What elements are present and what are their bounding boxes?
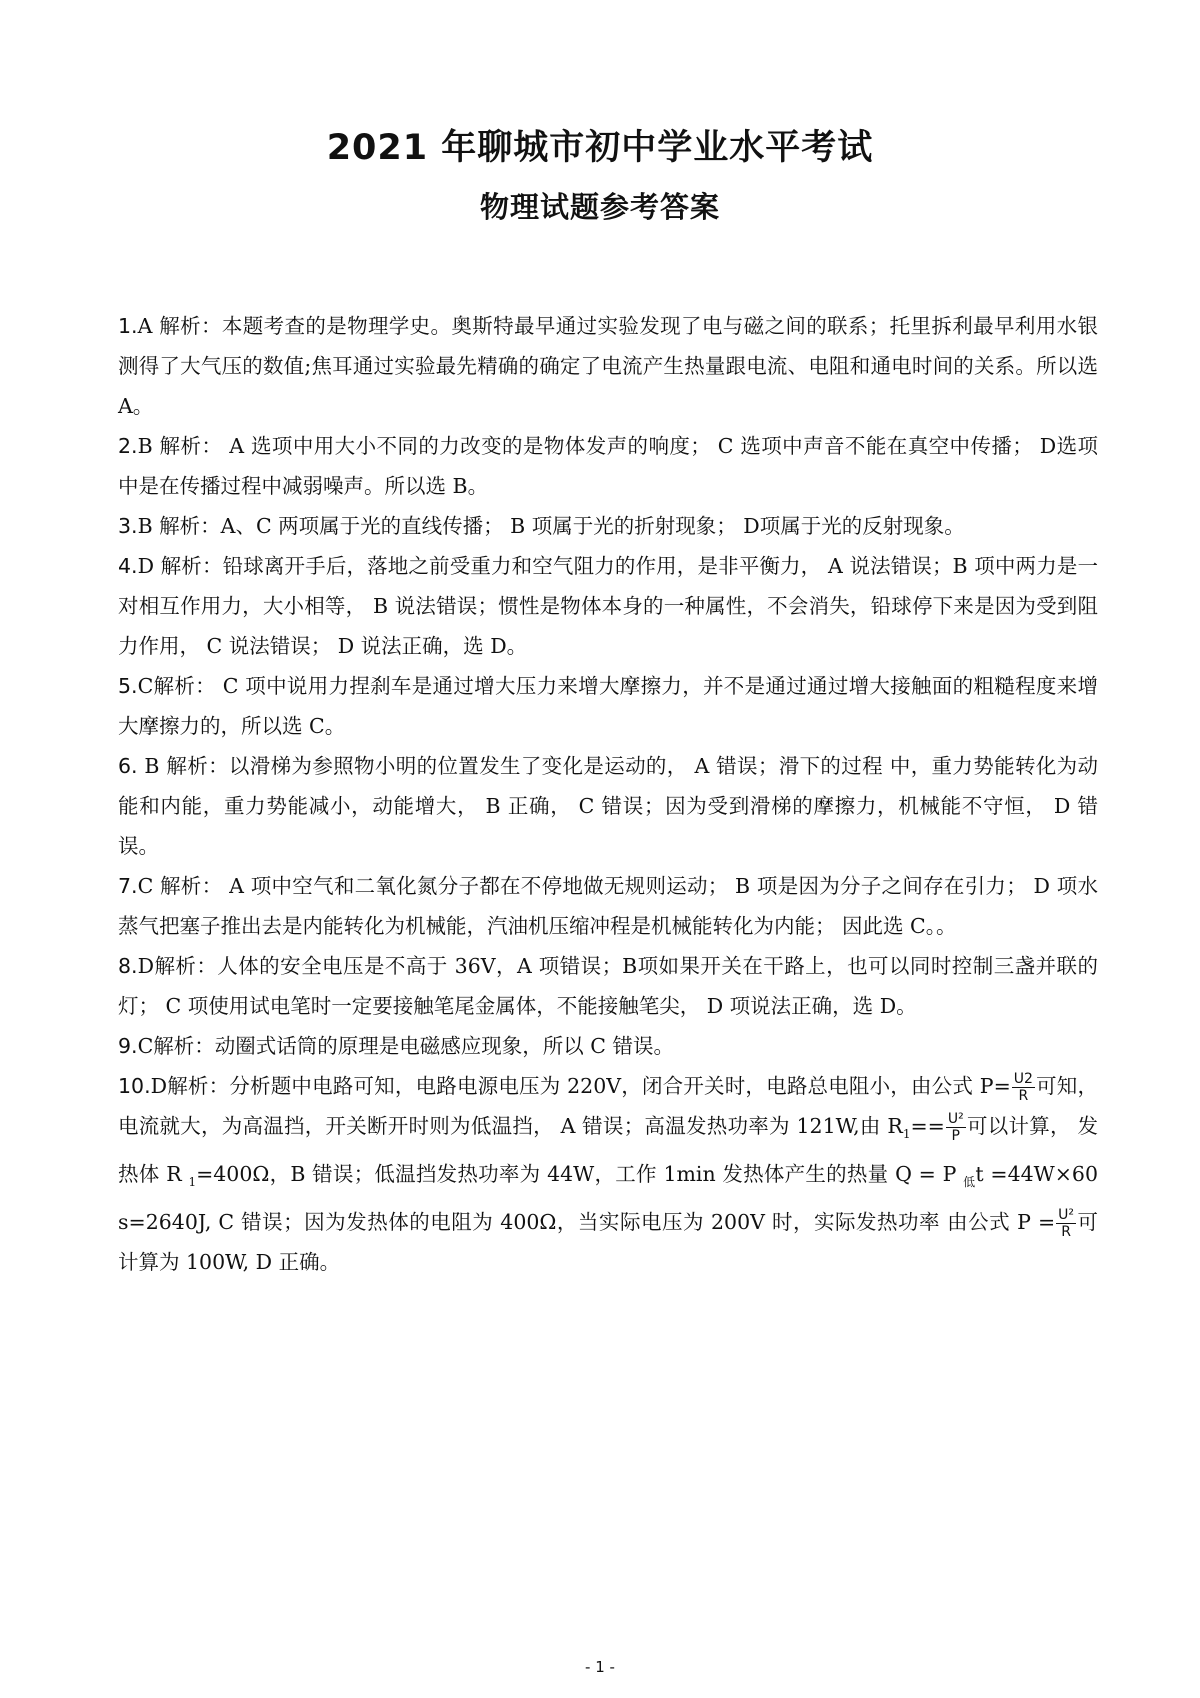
answer-item-7 (118, 866, 1098, 946)
answer-number: 2. (118, 434, 138, 458)
answer-text: B 解析：A、C 两项属于光的直线传播； B 项属于光的折射现象； D项属于光的反射现象。 (137, 514, 965, 538)
answer-number: 7. (118, 874, 138, 898)
answer-item-1 (118, 306, 1098, 426)
answer-number: 5. (118, 674, 138, 698)
answer-text: D解析：分析题中电路可知，电路电源电压为 220V，闭合开关时，电路总电阻小，由公式 P= (150, 1074, 1011, 1098)
fraction-denominator: R (1018, 1088, 1029, 1104)
answer-text: 可计算为 100W, D 正确。 (118, 1210, 1098, 1275)
answer-item-4 (118, 546, 1098, 666)
page-subtitle: 物理试题参考答案 (479, 190, 720, 224)
answer-text: C 解析： A 项中空气和二氧化氮分子都在不停地做无规则运动； B 项是因为分子之间存在引力； D 项水蒸气把塞子推出去是内能转化为机械能，汽油机压缩冲程是机械能转化为内能； 因此选 C。。 (118, 874, 1098, 938)
answer-text: D解析：人体的安全电压是不高于 36V，A 项错误；B项如果开关在干路上，也可以同时控制三盏并联的灯； C 项使用试电笔时一定要接触笔尾金属体，不能接触笔尖， D 项说法正确，选 D。 (118, 954, 1098, 1018)
answer-text: t =44W×60s=2640J, C 错误；因为发热体的电阻为 400Ω，当实际电压为 200V 时，实际发热功率 由公式 P = (118, 1162, 1098, 1235)
fraction-formula (1012, 1071, 1035, 1104)
subscript: 1 (188, 1175, 197, 1190)
answer-number: 4. (118, 554, 138, 578)
fraction-numerator: U² (1058, 1207, 1074, 1224)
page-title: 2021 年聊城市初中学业水平考试 (326, 128, 874, 168)
answer-number: 6. (118, 754, 138, 778)
answer-text: 可以计算， 发热体 R (118, 1114, 1098, 1187)
answer-text: == (910, 1114, 945, 1138)
answer-text: 可知，电流就大，为高温挡，开关断开时则为低温挡， A 错误；高温发热功率为 121W,由 R (118, 1074, 1099, 1138)
fraction-denominator: P (951, 1128, 960, 1144)
fraction-denominator: R (1061, 1224, 1071, 1241)
fraction-numerator: U2 (1013, 1071, 1033, 1087)
answer-item-5 (118, 666, 1098, 746)
answer-number: 1. (118, 314, 138, 338)
answer-text: D 解析：铅球离开手后，落地之前受重力和空气阻力的作用，是非平衡力， A 说法错误；B 项中两力是一对相互作用力，大小相等， B 说法错误；惯性是物体本身的一种属性，不会消失，铅球停下来是因为受到阻力作用， C 说法错误； D 说法正确，选 D。 (118, 554, 1098, 658)
answer-text: B 解析： A 选项中用大小不同的力改变的是物体发声的响度； C 选项中声音不能在真空中传播； D选项中是在传播过程中减弱噪声。所以选 B。 (118, 434, 1098, 498)
answer-number: 9. (118, 1034, 138, 1058)
answer-item-10 (118, 1066, 1098, 1282)
fraction-numerator: U² (947, 1111, 964, 1127)
subscript: 1 (902, 1127, 911, 1142)
answer-text: C解析： C 项中说用力捏刹车是通过增大压力来增大摩擦力，并不是通过通过增大接触面的粗糙程度来增大摩擦力的，所以选 C。 (118, 674, 1098, 738)
answer-item-8 (118, 946, 1098, 1026)
answer-text: =400Ω，B 错误；低温挡发热功率为 44W，工作 1min 发热体产生的热量 Q = P (196, 1162, 964, 1187)
answer-item-9 (118, 1026, 1098, 1066)
answer-text: C解析：动圈式话筒的原理是电磁感应现象，所以 C 错误。 (137, 1034, 674, 1058)
answer-text: A 解析：本题考查的是物理学史。奥斯特最早通过实验发现了电与磁之间的联系；托里拆利最早利用水银测得了大气压的数值;焦耳通过实验最先精确的确定了电流产生热量跟电流、电阻和通电时间的关系。所以选 A。 (118, 314, 1098, 418)
answer-number: 3. (118, 514, 138, 538)
fraction-formula (946, 1111, 966, 1144)
answer-number: 10. (118, 1074, 151, 1098)
answer-item-6 (118, 746, 1098, 866)
answer-item-3 (118, 506, 1098, 546)
answer-number: 8. (118, 954, 138, 978)
answer-text: B 解析：以滑梯为参照物小明的位置发生了变化是运动的， A 错误；滑下的过程 中，重力势能转化为动能和内能，重力势能减小，动能增大， B 正确， C 错误；因为受到滑梯的摩擦力，机械能不守恒， D 错误。 (118, 754, 1098, 858)
subscript: 低 (963, 1175, 976, 1190)
answer-item-2 (118, 426, 1098, 506)
page-number: - 1 - (585, 1658, 615, 1676)
answer-list (118, 306, 1098, 1282)
fraction-formula (1056, 1207, 1076, 1240)
